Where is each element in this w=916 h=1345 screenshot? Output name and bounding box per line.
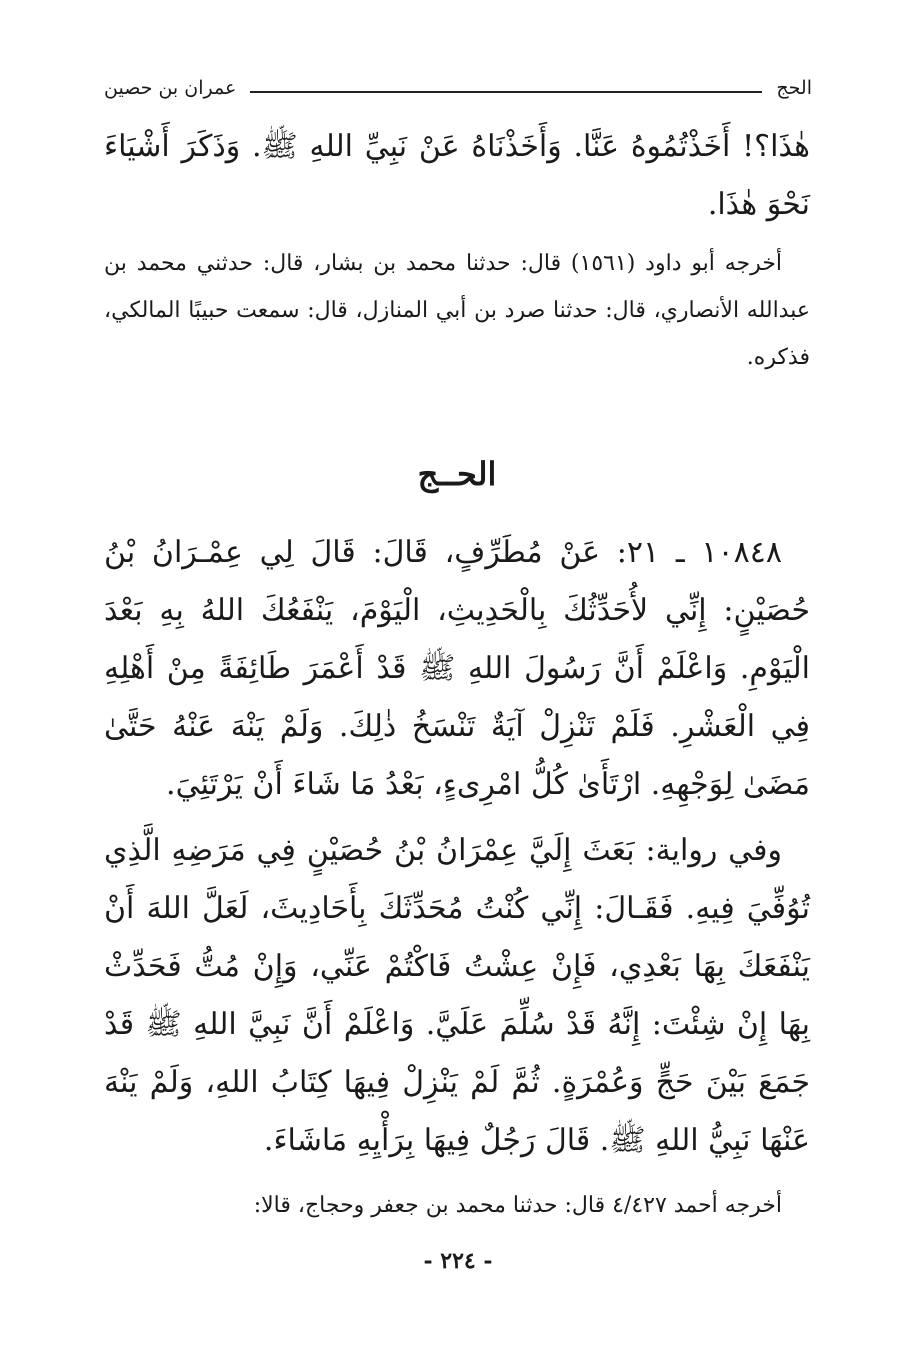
hadith-riwaya-text: وفي رواية: بَعَثَ إِلَيَّ عِمْرَانُ بْنُ حُصَيْنٍ فِي مَرَضِهِ الَّذِي تُوُفِّيَ فِيهِ. فَقَـالَ: إِنِّي كُنْتُ مُحَدِّثَكَ بِأَحَادِيثَ، لَعَلَّ اللهَ أَنْ يَنْفَعَكَ بِهَا بَعْدِي، فَإِنْ عِشْتُ فَاكْتُمْ عَنِّي، وَإِنْ مُتُّ فَحَدِّثْ بِهَا إِنْ شِئْتَ: إِنَّهُ قَدْ سُلِّمَ عَلَيَّ. وَاعْلَمْ أَنَّ نَبِيَّ اللهِ ﷺ قَدْ جَمَعَ بَيْنَ حَجٍّ وَعُمْرَةٍ. ثُمَّ لَمْ يَنْزِلْ فِيهَا كِتَابُ اللهِ، وَلَمْ يَنْهَ عَنْهَا نَبِيُّ اللهِ ﷺ. قَالَ رَجُلٌ فِيهَا بِرَأْيِهِ مَاشَاءَ. [104, 833, 810, 1158]
hadith-continuation-text: هٰذَا؟! أَخَذْتُمُوهُ عَنَّا. وَأَخَذْنَاهُ عَنْ نَبِيِّ اللهِ ﷺ. وَذَكَرَ أَشْيَاءَ نَحْوَ هٰذَا. [104, 129, 810, 222]
running-header-narrator: عمران بن حصين [104, 77, 237, 99]
hadith-main [104, 524, 810, 814]
header-rule [250, 91, 762, 93]
running-header-chapter: الحج [776, 77, 812, 99]
takhrij-note-bottom [104, 1182, 810, 1232]
hadith-riwaya [104, 822, 810, 1176]
hadith-main-text: ١٠٨٤٨ ـ ٢١: عَنْ مُطَرِّفٍ، قَالَ: قَالَ لِي عِمْـرَانُ بْنُ حُصَيْنٍ: إِنِّي لأُحَدِّثُكَ بِالْحَدِيثِ، الْيَوْمَ، يَنْفَعُكَ اللهُ بِهِ بَعْدَ الْيَوْمِ. وَاعْلَمْ أَنَّ رَسُولَ اللهِ ﷺ قَدْ أَعْمَرَ طَائِفَةً مِنْ أَهْلِهِ فِي الْعَشْرِ. فَلَمْ تَنْزِلْ آيَةٌ تَنْسَخُ ذٰلِكَ. وَلَمْ يَنْهَ عَنْهُ حَتَّىٰ مَضَىٰ لِوَجْهِهِ. ارْتَأَىٰ كُلُّ امْرِىءٍ، بَعْدُ مَا شَاءَ أَنْ يَرْتَئِيَ. [104, 535, 810, 802]
takhrij-note-top-text: أخرجه أبو داود (١٥٦١) قال: حدثنا محمد بن بشار، قال: حدثني محمد بن عبدالله الأنصاري، قال: حدثنا صرد بن أبي المنازل، قال: سمعت حبيبًا المالكي، فذكره. [104, 251, 810, 370]
takhrij-note-bottom-text: أخرجه أحمد ٤/٤٢٧ قال: حدثنا محمد بن جعفر وحجاج، قالا: [253, 1193, 782, 1218]
page-number: - ٢٢٤ - [423, 1248, 493, 1274]
section-title: الحــج [417, 455, 497, 493]
hadith-continuation [104, 118, 810, 238]
running-header [104, 72, 812, 104]
takhrij-note-top [104, 240, 810, 385]
